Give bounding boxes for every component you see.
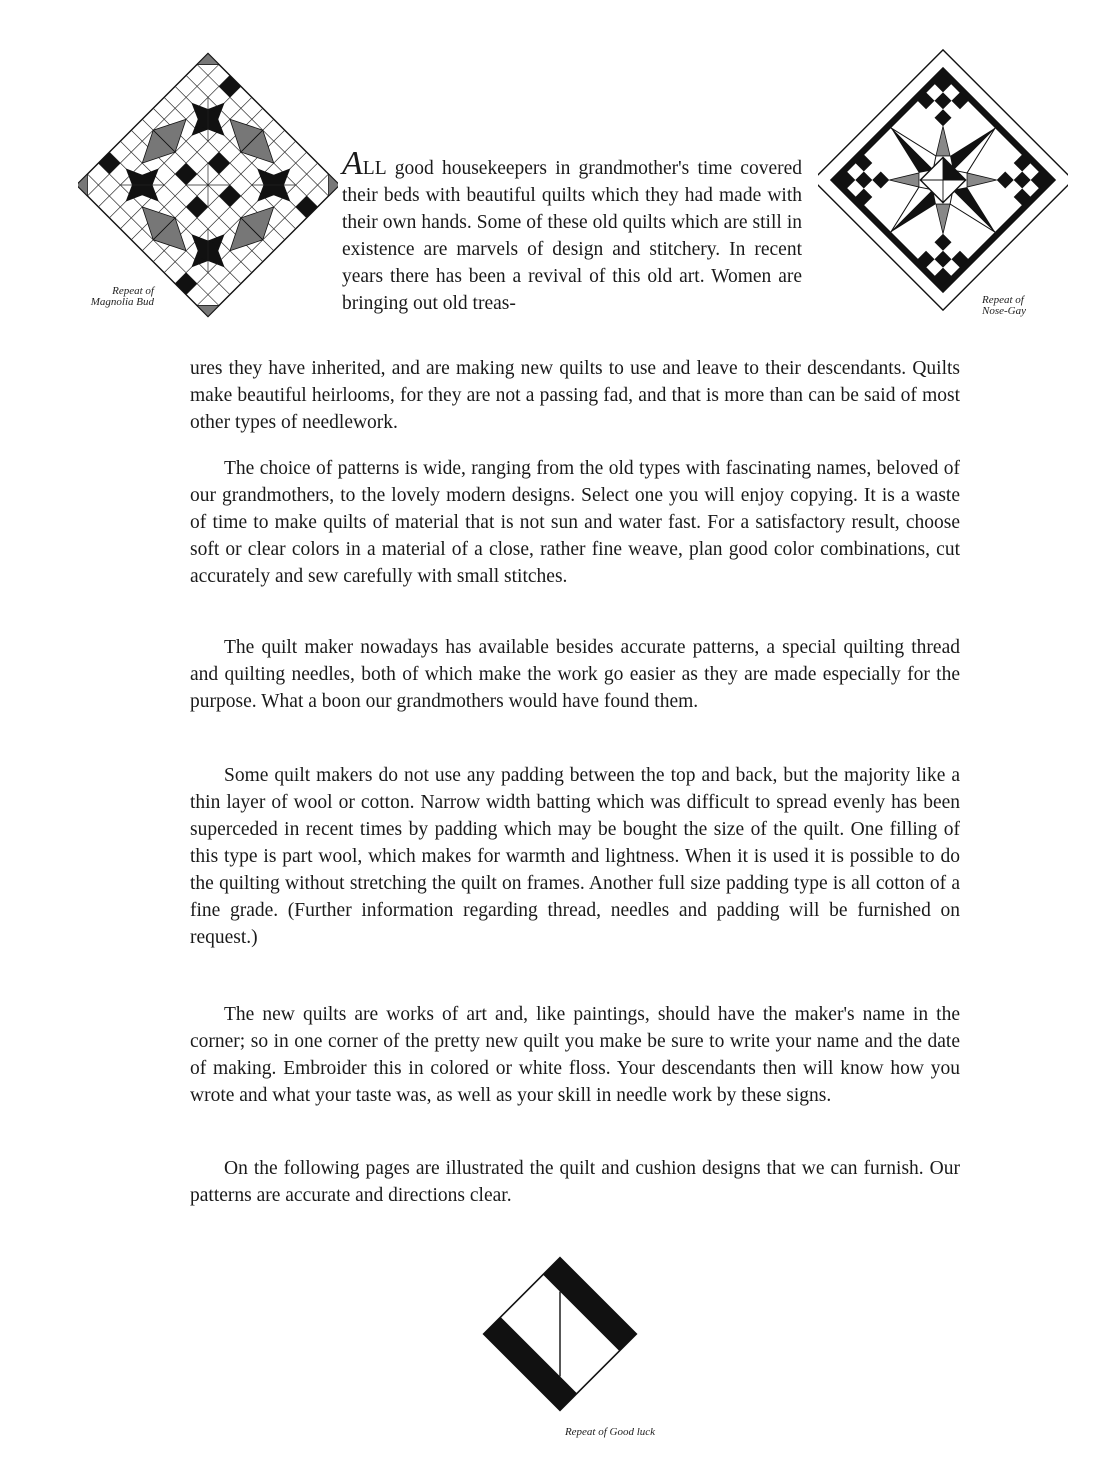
nose-gay-caption-line1: Repeat of xyxy=(982,294,1024,306)
good-luck-caption: Repeat of Good luck xyxy=(564,1426,656,1438)
magnolia-bud-caption xyxy=(80,286,154,308)
nose-gay-caption-line2: Nose-Gay xyxy=(982,305,1026,317)
drop-cap: A xyxy=(342,145,363,182)
intro-opening-text: good housekeepers in grandmother's time covered their beds with beautiful quilts which they had made with their own hands. Some of these old quilts which are still in existence are marvels of design and stitchery. In recent years there has been a revival of this old art. Women are bringing out old treas- xyxy=(342,158,802,314)
intro-paragraph-opening xyxy=(342,145,802,317)
paragraph-maker-name: The new quilts are works of art and, like paintings, should have the maker's name in the corner; so in one corner of the pretty new quilt you make be sure to write your name and the date of making. Embroider this in colored or white floss. Your descendants then will know how you wrote and what your taste was, as well as your skill in needle work by these signs. xyxy=(190,1004,960,1106)
paragraph-padding: Some quilt makers do not use any padding between the top and back, but the majority like a thin layer of wool or cotton. Narrow width batting which was difficult to spread evenly has been superceded in recent times by padding which may be bought the size of the quilt. One filling of this type is part wool, which makes for warmth and lightness. When it is used it is possible to do the quilting without stretching the quilt on frames. Another full size padding type is all cotton of a fine grade. (Further information regarding thread, needles and padding will be furnished on request.) xyxy=(190,765,960,948)
paragraph-thread-needles: The quilt maker nowadays has available besides accurate patterns, a special quilting thread and quilting needles, both of which make the work go easier as they are made especially for the purpose. What a boon our grandmothers would have found them. xyxy=(190,637,960,712)
nose-gay-caption xyxy=(982,295,1046,317)
magnolia-bud-caption-line2: Magnolia Bud xyxy=(90,296,154,308)
paragraph-following-pages: On the following pages are illustrated the quilt and cushion designs that we can furnish. Our patterns are accurate and directions clear. xyxy=(190,1158,960,1206)
magnolia-bud-caption-line1: Repeat of xyxy=(112,285,154,297)
nose-gay-quilt-illustration xyxy=(818,40,1068,320)
good-luck-quilt-illustration xyxy=(480,1254,640,1414)
lead-caps: LL xyxy=(362,158,387,179)
paragraph-patterns: The choice of patterns is wide, ranging from the old types with fascinating names, beloved of our grandmothers, to the lovely modern designs. Select one you will enjoy copying. It is a waste of time to make quilts of material that is not sun and water fast. For a satisfactory result, choose soft or clear colors in a material of a close, rather fine weave, plan good color combinations, cut accurately and sew carefully with small stitches. xyxy=(190,458,960,587)
intro-paragraph-continuation: ures they have inherited, and are making new quilts to use and leave to their descendants. Quilts make beautiful heirlooms, for they are not a passing fad, and that is more than can be said of most other types of needlework. xyxy=(190,358,960,433)
